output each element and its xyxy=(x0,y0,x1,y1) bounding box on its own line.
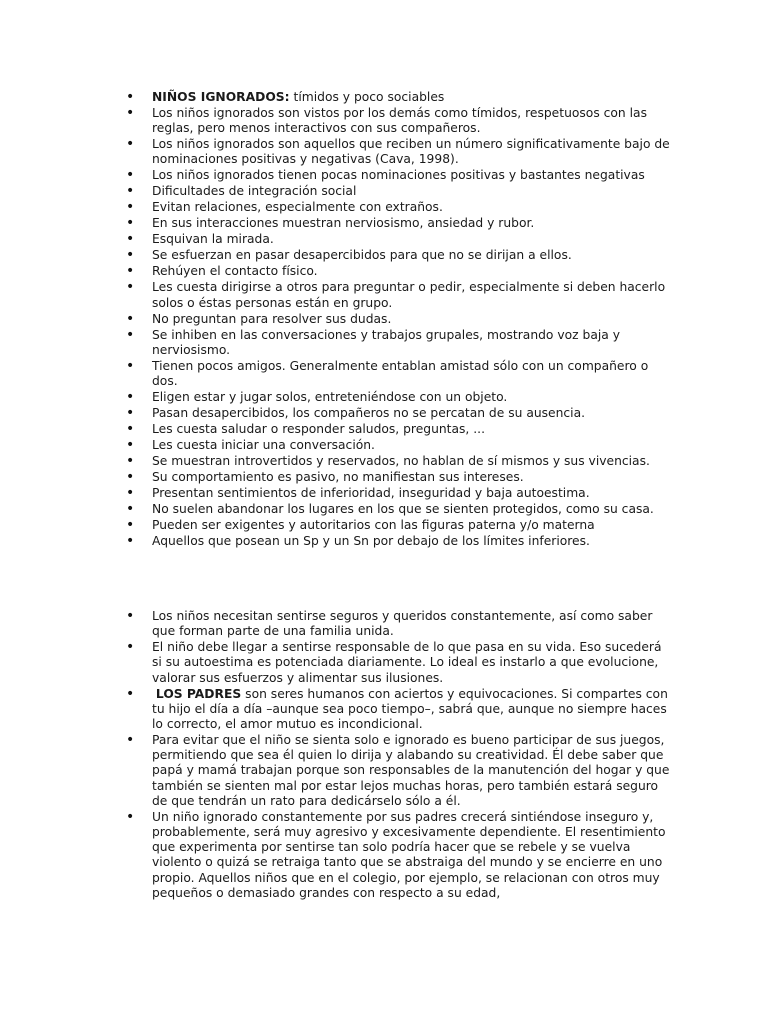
list-item: • NIÑOS IGNORADOS: tímidos y poco sociables xyxy=(126,90,674,105)
list-item: • Les cuesta saludar o responder saludos, preguntas, ... xyxy=(126,422,674,437)
ignored-children-traits-list xyxy=(126,90,674,550)
list-item: • Su comportamiento es pasivo, no manifiestan sus intereses. xyxy=(126,470,674,485)
list-item: • Se inhiben en las conversaciones y trabajos grupales, mostrando voz baja y nerviosismo. xyxy=(126,328,674,358)
list-item: • Se muestran introvertidos y reservados, no hablan de sí mismos y sus vivencias. xyxy=(126,454,674,469)
list-item: • Los niños necesitan sentirse seguros y queridos constantemente, así como saber que forman parte de una familia unida. xyxy=(126,609,674,639)
list-item: • Aquellos que posean un Sp y un Sn por debajo de los límites inferiores. xyxy=(126,534,674,549)
list-item: • Un niño ignorado constantemente por sus padres crecerá sintiéndose inseguro y, probablemente, será muy agresivo y excesivamente dependiente. El resentimiento que experimenta por sentirse tan solo podría hacer que se rebele y se vuelva violento o quizá se retraiga tanto que se abstraiga del mundo y se encierre en uno propio. Aquellos niños que en el colegio, por ejemplo, se relacionan con otros muy pequeños o demasiado grandes con respecto a su edad, xyxy=(126,810,674,901)
list-item: • Pasan desapercibidos, los compañeros no se percatan de su ausencia. xyxy=(126,406,674,421)
list-item: • No suelen abandonar los lugares en los que se sienten protegidos, como su casa. xyxy=(126,502,674,517)
list-item: • Para evitar que el niño se sienta solo e ignorado es bueno participar de sus juegos, permitiendo que sea él quien lo dirija y alabando su creatividad. Él debe saber que papá y mamá trabajan porque son responsables de la manutención del hogar y que también se sienten mal por estar lejos muchas horas, pero también estará seguro de que tendrán un rato para dedicárselo sólo a él. xyxy=(126,733,674,809)
list-item: • Les cuesta dirigirse a otros para preguntar o pedir, especialmente si deben hacerlo solos o éstas personas están en grupo. xyxy=(126,280,674,310)
list-item: • LOS PADRES son seres humanos con aciertos y equivocaciones. Si compartes con tu hijo el día a día –aunque sea poco tiempo–, sabrá que, aunque no siempre haces lo correcto, el amor mutuo es incondicional. xyxy=(126,687,674,733)
parenting-advice-list xyxy=(126,609,674,902)
list-item: • Los niños ignorados son vistos por los demás como tímidos, respetuosos con las reglas, pero menos interactivos con sus compañeros. xyxy=(126,106,674,136)
list-item: • Tienen pocos amigos. Generalmente entablan amistad sólo con un compañero o dos. xyxy=(126,359,674,389)
list-item: • Dificultades de integración social xyxy=(126,184,674,199)
list-item: • Se esfuerzan en pasar desapercibidos para que no se dirijan a ellos. xyxy=(126,248,674,263)
list-item: • Esquivan la mirada. xyxy=(126,232,674,247)
list-item: • No preguntan para resolver sus dudas. xyxy=(126,312,674,327)
list-item: • Los niños ignorados son aquellos que reciben un número significativamente bajo de nominaciones positivas y negativas (Cava, 1998). xyxy=(126,137,674,167)
list-item: • Evitan relaciones, especialmente con extraños. xyxy=(126,200,674,215)
list-item: • Los niños ignorados tienen pocas nominaciones positivas y bastantes negativas xyxy=(126,168,674,183)
list-item: • Presentan sentimientos de inferioridad, inseguridad y baja autoestima. xyxy=(126,486,674,501)
list-item: • Pueden ser exigentes y autoritarios con las figuras paterna y/o materna xyxy=(126,518,674,533)
heading-ninos-ignorados: NIÑOS IGNORADOS: xyxy=(152,90,290,104)
list-item: • Rehúyen el contacto físico. xyxy=(126,264,674,279)
list-item: • En sus interacciones muestran nerviosismo, ansiedad y rubor. xyxy=(126,216,674,231)
list-item: • Eligen estar y jugar solos, entreteniéndose con un objeto. xyxy=(126,390,674,405)
list-item: • El niño debe llegar a sentirse responsable de lo que pasa en su vida. Eso sucederá si su autoestima es potenciada diariamente. Lo ideal es instarlo a que evolucione, valorar sus esfuerzos y alimentar sus ilusiones. xyxy=(126,640,674,686)
heading-los-padres: LOS PADRES xyxy=(155,686,242,701)
list-item: • Les cuesta iniciar una conversación. xyxy=(126,438,674,453)
